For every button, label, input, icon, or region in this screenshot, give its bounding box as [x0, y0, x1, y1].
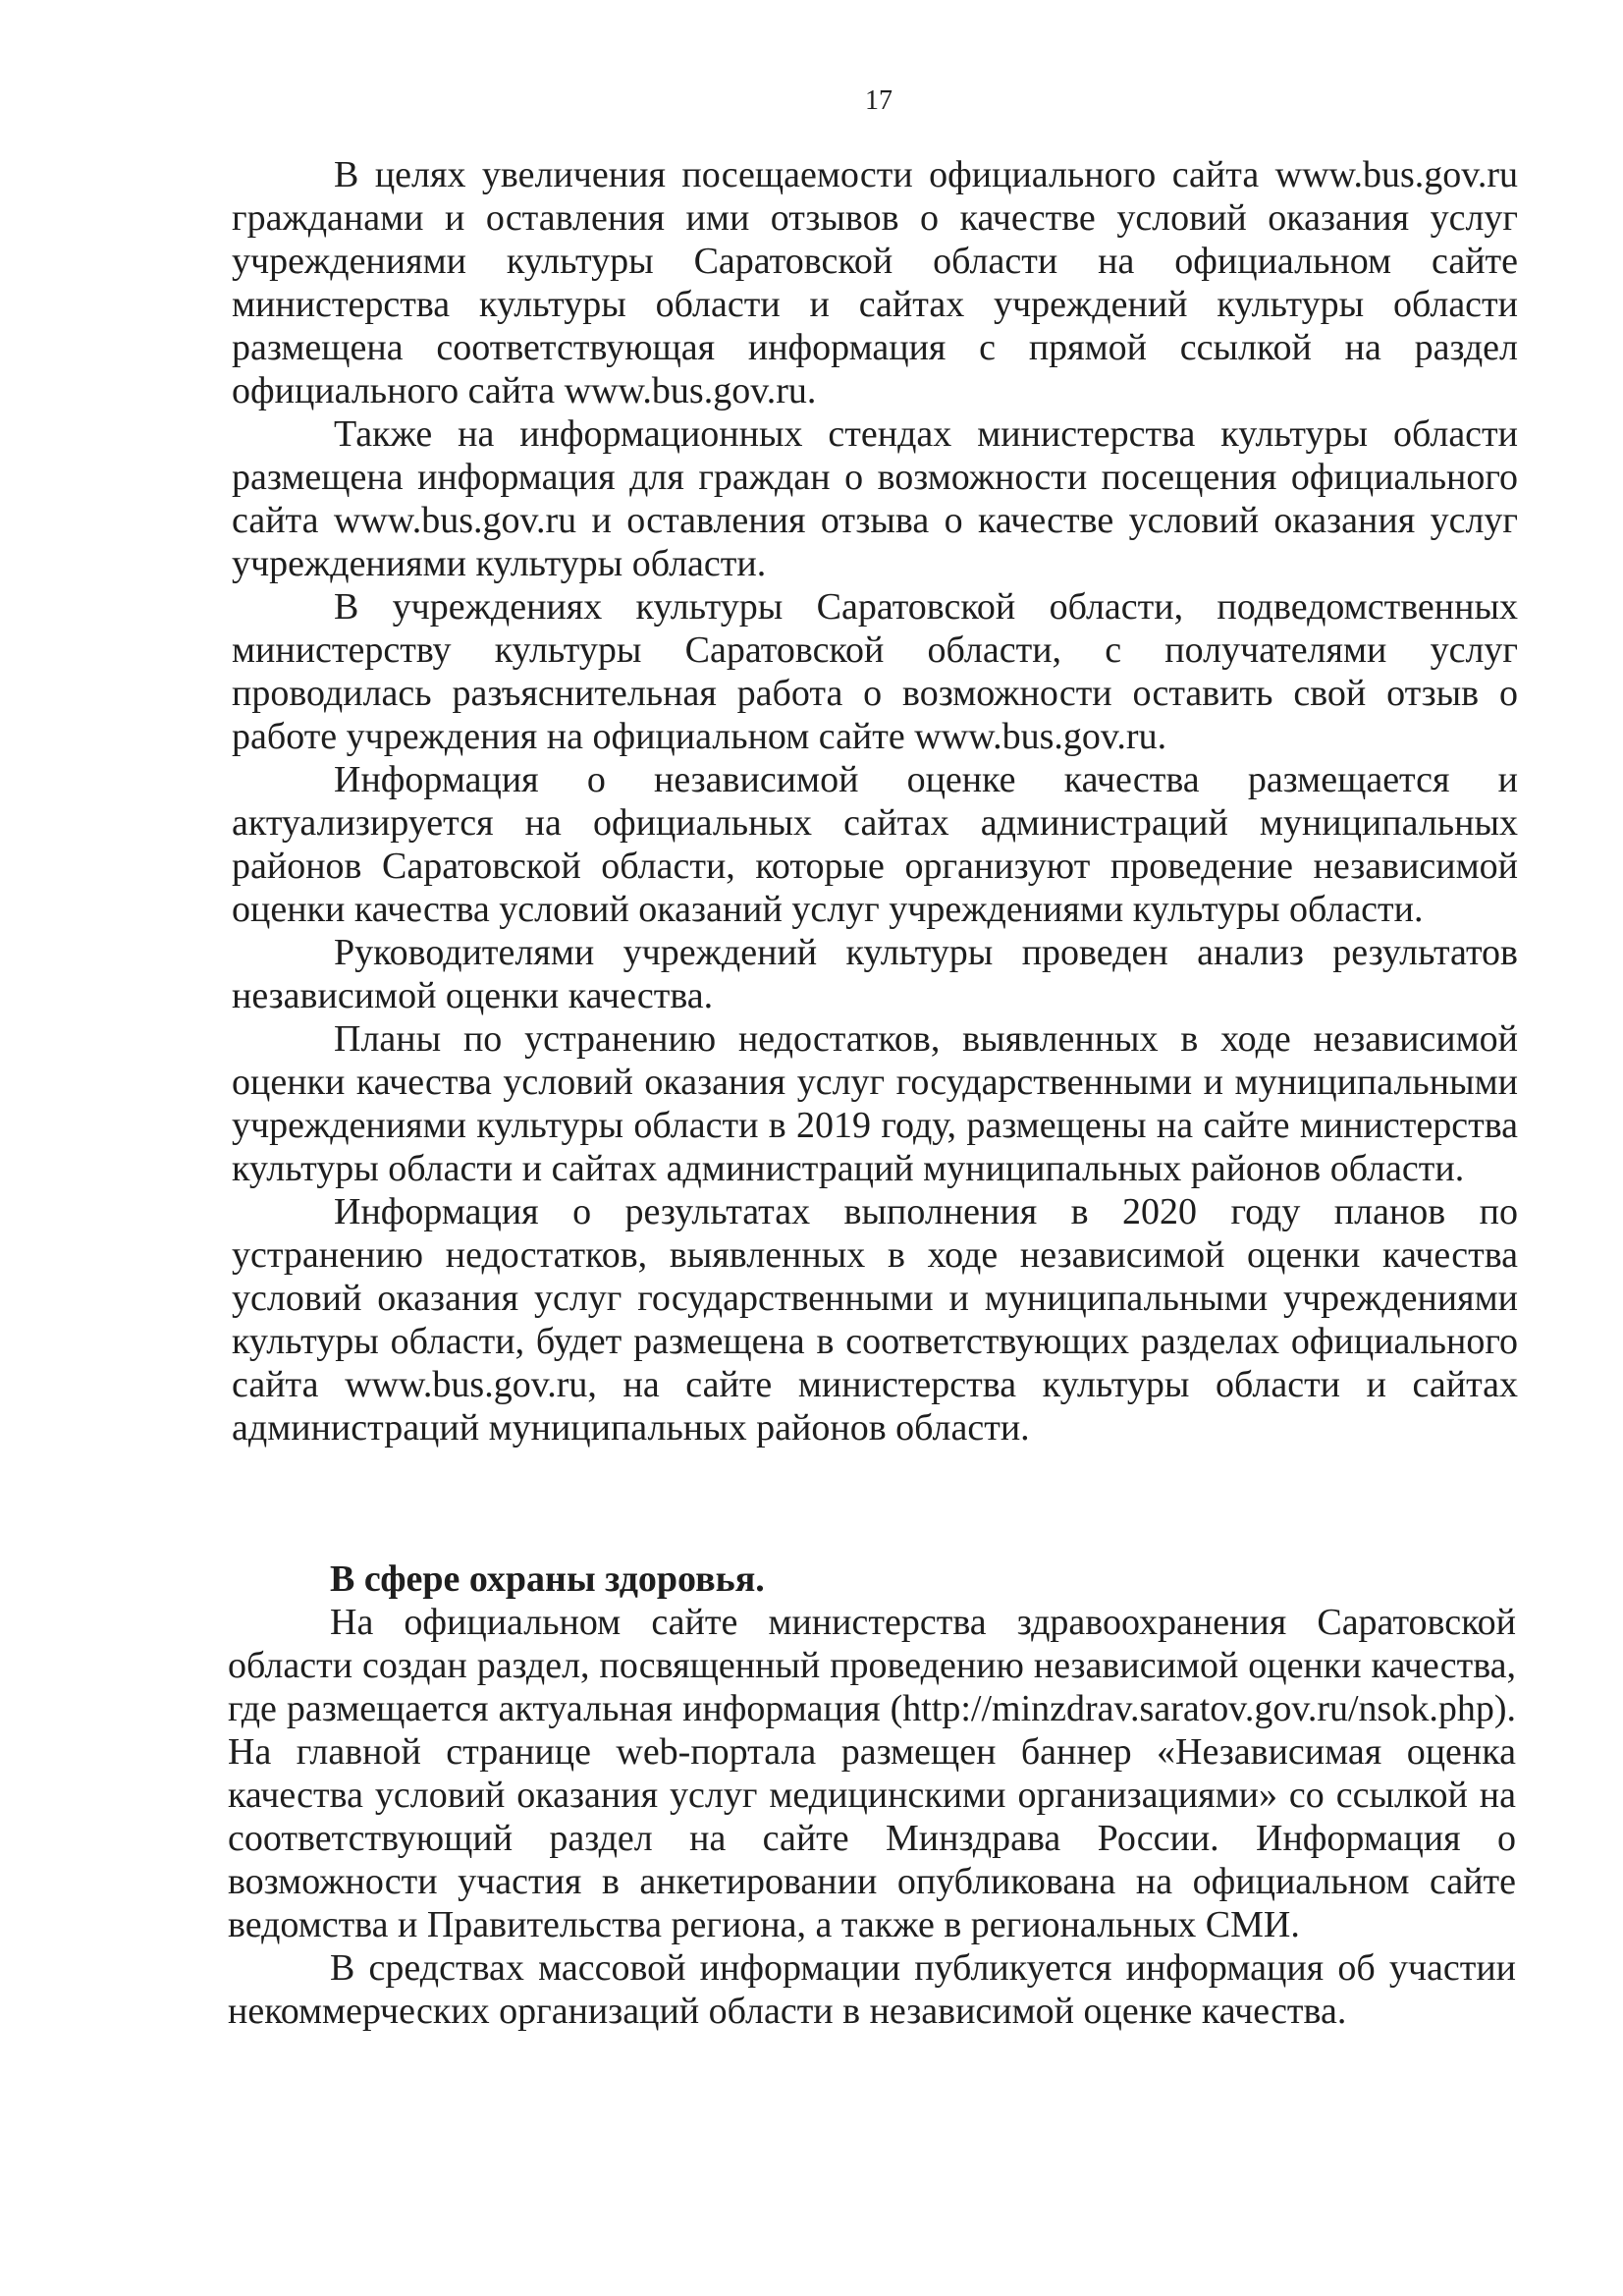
paragraph-health-1: На официальном сайте министерства здравоохранения Саратовской области создан раздел, посвященный проведению независимой оценки качества, где размещается актуальная информация (http://minzdrav.saratov.gov.ru/nsok.php). На главной странице web-портала размещен баннер «Независимая оценка качества условий оказания услуг медицинскими организациями» со ссылкой на соответствующий раздел на сайте Минздрава России. Информация о возможности участия в анкетировании опубликована на официальном сайте ведомства и Правительства региона, а также в региональных СМИ. — [228, 1602, 1516, 1945]
paragraph-health-2: В средствах массовой информации публикуется информация об участии некоммерческих организаций области в независимой оценке качества. — [228, 1947, 1516, 2032]
paragraph-culture-1: В целях увеличения посещаемости официального сайта www.bus.gov.ru гражданами и оставления ими отзывов о качестве условий оказания услуг учреждениями культуры Саратовской области на официальном сайте министерства культуры области и сайтах учреждений культуры области размещена соответствующая информация с прямой ссылкой на раздел официального сайта www.bus.gov.ru. — [232, 154, 1518, 411]
paragraph-culture-6: Планы по устранению недостатков, выявленных в ходе независимой оценки качества условий оказания услуг государственными и муниципальными учреждениями культуры области в 2019 году, размещены на сайте министерства культуры области и сайтах администраций муниципальных районов области. — [232, 1018, 1518, 1189]
paragraph-culture-4: Информация о независимой оценке качества размещается и актуализируется на официальных сайтах администраций муниципальных районов Саратовской области, которые организуют проведение независимой оценки качества условий оказаний услуг учреждениями культуры области. — [232, 759, 1518, 930]
paragraph-culture-5: Руководителями учреждений культуры проведен анализ результатов независимой оценки качества. — [232, 932, 1518, 1016]
section-culture — [232, 153, 1518, 1449]
paragraph-culture-7: Информация о результатах выполнения в 2020 году планов по устранению недостатков, выявленных в ходе независимой оценки качества условий оказания услуг государственными и муниципальными учреждениями культуры области, будет размещена в соответствующих разделах официального сайта www.bus.gov.ru, на сайте министерства культуры области и сайтах администраций муниципальных районов области. — [232, 1191, 1518, 1449]
section-health — [228, 1558, 1516, 2033]
paragraph-culture-3: В учреждениях культуры Саратовской области, подведомственных министерству культуры Саратовской области, с получателями услуг проводилась разъяснительная работа о возможности оставить свой отзыв о работе учреждения на официальном сайте www.bus.gov.ru. — [232, 586, 1518, 757]
paragraph-culture-2: Также на информационных стендах министерства культуры области размещена информация для граждан о возможности посещения официального сайта www.bus.gov.ru и оставления отзыва о качестве условий оказания услуг учреждениями культуры области. — [232, 413, 1518, 584]
page-number: 17 — [865, 85, 893, 116]
section-heading-health: В сфере охраны здоровья. — [330, 1558, 765, 1600]
